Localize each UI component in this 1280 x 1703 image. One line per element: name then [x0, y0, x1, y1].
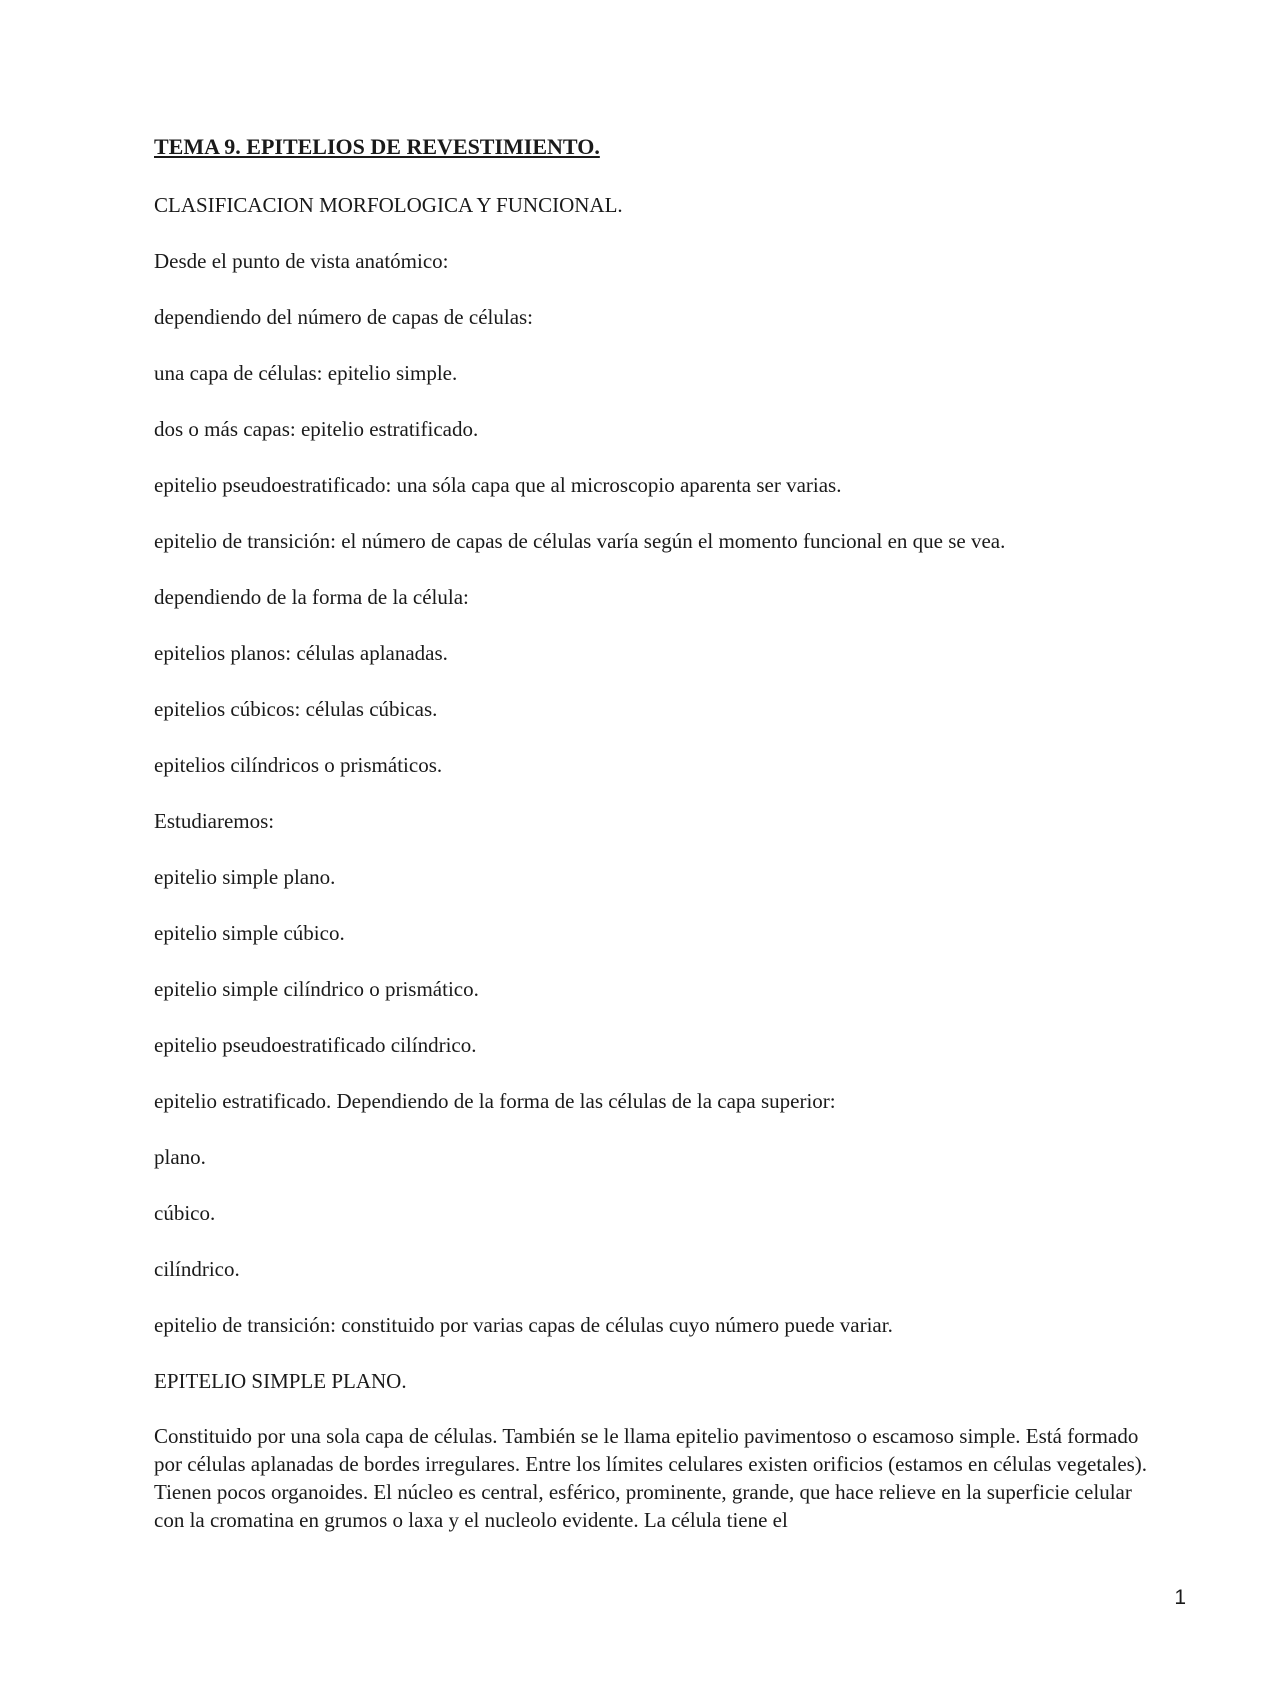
document-body: [154, 134, 1164, 1532]
text-line: epitelios cúbicos: células cúbicas.: [154, 697, 438, 721]
text-line: epitelios cilíndricos o prismáticos.: [154, 753, 443, 777]
text-line: epitelio simple cilíndrico o prismático.: [154, 977, 479, 1001]
text-line: epitelio de transición: constituido por varias capas de células cuyo número puede variar.: [154, 1313, 893, 1337]
text-line: dos o más capas: epitelio estratificado.: [154, 417, 479, 441]
page-number: 1: [1174, 1586, 1186, 1609]
section-heading-clasificacion: CLASIFICACION MORFOLOGICA Y FUNCIONAL.: [154, 193, 623, 217]
text-line: Estudiaremos:: [154, 809, 275, 833]
text-line: cilíndrico.: [154, 1257, 240, 1281]
text-line: epitelio simple plano.: [154, 865, 336, 889]
page-title: TEMA 9. EPITELIOS DE REVESTIMIENTO.: [154, 134, 600, 159]
text-line: epitelios planos: células aplanadas.: [154, 641, 448, 665]
text-line: una capa de células: epitelio simple.: [154, 361, 458, 385]
text-line: epitelio pseudoestratificado: una sóla capa que al microscopio aparenta ser varias.: [154, 473, 842, 497]
text-line: epitelio de transición: el número de capas de células varía según el momento funcional en que se vea.: [154, 529, 1006, 553]
text-line: epitelio estratificado. Dependiendo de la forma de las células de la capa superior:: [154, 1089, 836, 1113]
text-line: dependiendo del número de capas de células:: [154, 305, 534, 329]
text-line: cúbico.: [154, 1201, 216, 1225]
text-line: plano.: [154, 1145, 206, 1169]
text-line: dependiendo de la forma de la célula:: [154, 585, 469, 609]
body-paragraph: Constituido por una sola capa de células. También se le llama epitelio pavimentoso o escamoso simple. Está formado por células aplanadas de bordes irregulares. Entre los límites celulares existen orificios (estamos en células vegetales). Tienen pocos organoides. El núcleo es central, esférico, prominente, grande, que hace relieve en la superficie celular con la cromatina en grumos o laxa y el nucleolo evidente. La célula tiene el: [154, 1424, 1148, 1532]
text-line: epitelio simple cúbico.: [154, 921, 345, 945]
text-line: Desde el punto de vista anatómico:: [154, 249, 449, 273]
text-line: epitelio pseudoestratificado cilíndrico.: [154, 1033, 477, 1057]
section-heading-epitelio-simple-plano: EPITELIO SIMPLE PLANO.: [154, 1369, 407, 1393]
